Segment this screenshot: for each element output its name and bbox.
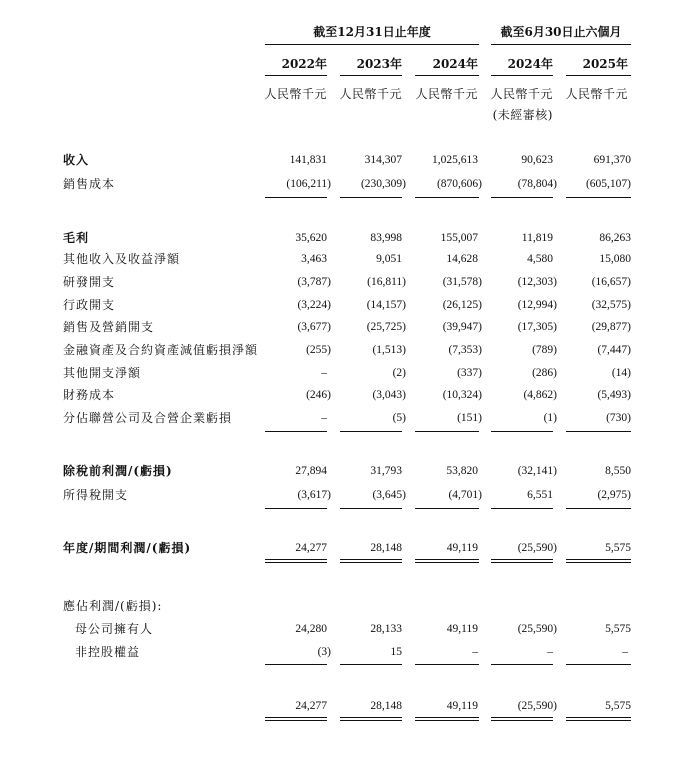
cell-profit-2024: 49,119 [446,542,478,554]
cell-selling-2024-h1: (17,305) [517,321,557,333]
total-double-rule [265,562,327,563]
cell-pbt-2024: 53,820 [446,465,478,477]
final-double-rule [415,720,479,721]
subtotal-rule-attrib [265,664,327,665]
row-label-share-of-losses: 分佔聯營公司及合營企業虧損 [63,411,233,425]
cell-tax-2022: (3,617) [297,489,331,501]
year-header-2024-h1: 2024年 [507,57,553,71]
cell-rnd-2023: (16,811) [367,276,406,288]
unit-header-4: 人民幣千元 [490,87,553,101]
cell-gross-2024: 155,007 [440,232,478,244]
total-double-rule [491,562,553,563]
cell-owners-2024-h1: (25,590) [517,623,557,635]
cell-selling-2022: (3,677) [297,321,331,333]
cell-profit-2025-h1: 5,575 [605,542,631,554]
cell-finance-2024-h1: (4,862) [523,389,557,401]
cell-tax-2024-h1: 6,551 [527,489,553,501]
row-label-cost-of-sales: 銷售成本 [63,177,116,191]
total-double-rule [265,559,327,560]
year-header-2024: 2024年 [432,57,478,71]
subtotal-rule-gross [265,197,327,198]
cell-cost-2024-h1: (78,804) [517,178,557,190]
cell-share-losses-2022: – [321,412,327,424]
subtotal-rule-pbt [566,431,631,432]
cell-admin-2025-h1: (32,575) [591,299,631,311]
row-label-owners-of-parent: 母公司擁有人 [75,622,154,636]
final-double-rule [415,717,479,718]
total-double-rule [340,562,402,563]
total-double-rule [340,559,402,560]
cell-finance-2023: (3,043) [372,389,406,401]
cell-finance-2022: (246) [306,389,331,401]
cell-admin-2024-h1: (12,994) [517,299,557,311]
cell-selling-2024: (39,947) [442,321,482,333]
subtotal-rule-attrib [415,664,479,665]
cell-admin-2023: (14,157) [366,299,406,311]
cell-final-total-2024-h1: (25,590) [517,700,557,712]
row-label-non-controlling: 非控股權益 [75,645,141,659]
cell-admin-2024: (26,125) [442,299,482,311]
cell-other-expenses-2025-h1: (14) [611,367,631,379]
subtotal-rule-attrib [340,664,402,665]
cell-owners-2022: 24,280 [295,623,327,635]
cell-owners-2024: 49,119 [446,623,478,635]
cell-pbt-2023: 31,793 [370,465,402,477]
cell-profit-2023: 28,148 [370,542,402,554]
cell-impairment-2022: (255) [306,344,331,356]
final-double-rule [491,717,553,718]
cell-share-losses-2024: (151) [457,412,482,424]
cell-revenue-2024: 1,025,613 [432,154,478,166]
unit-header-3: 人民幣千元 [415,87,478,101]
row-label-selling-expenses: 銷售及營銷開支 [63,320,155,334]
cell-gross-2024-h1: 11,819 [521,232,553,244]
row-label-profit-before-tax: 除稅前利潤/(虧損) [63,464,173,478]
cell-tax-2025-h1: (2,975) [597,489,631,501]
subtotal-rule-pbt [415,431,479,432]
row-label-impairment: 金融資產及合約資產減值虧損淨額 [63,343,259,357]
cell-final-total-2022: 24,277 [295,700,327,712]
unit-header-2: 人民幣千元 [339,87,402,101]
cell-pbt-2025-h1: 8,550 [605,465,631,477]
group-header-six-months-rule [491,44,631,45]
year-header-2025-h1: 2025年 [582,57,628,71]
final-double-rule [265,720,327,721]
cell-other-income-2022: 3,463 [301,253,327,265]
total-double-rule [566,562,631,563]
cell-rnd-2024-h1: (12,303) [517,276,557,288]
total-double-rule [415,559,479,560]
subtotal-rule-attrib [491,664,553,665]
cell-finance-2024: (10,324) [442,389,482,401]
year-header-2023: 2023年 [356,57,402,71]
cell-nci-2025-h1: – [622,646,628,658]
subtotal-rule-gross [415,197,479,198]
subtotal-rule-profit [566,508,631,509]
unaudited-note: (未經審核) [492,108,553,122]
final-double-rule [566,720,631,721]
unit-header-5: 人民幣千元 [565,87,628,101]
cell-revenue-2025-h1: 691,370 [593,154,631,166]
cell-revenue-2024-h1: 90,623 [521,154,553,166]
row-label-other-income: 其他收入及收益淨額 [63,252,181,266]
cell-cost-2022: (106,211) [286,178,331,190]
cell-other-income-2025-h1: 15,080 [599,253,631,265]
subtotal-rule-pbt [265,431,327,432]
final-double-rule [340,720,402,721]
total-double-rule [566,559,631,560]
cell-other-expenses-2022: – [321,367,327,379]
year-rule-3 [415,75,479,76]
cell-tax-2024: (4,701) [448,489,482,501]
cell-nci-2022: (3) [317,646,331,658]
row-label-income-tax: 所得稅開支 [63,488,129,502]
row-label-gross-profit: 毛利 [63,231,90,245]
cell-share-losses-2023: (5) [392,412,406,424]
total-double-rule [491,559,553,560]
cell-gross-2022: 35,620 [295,232,327,244]
subtotal-rule-attrib [566,664,631,665]
subtotal-rule-pbt [491,431,553,432]
total-double-rule [415,562,479,563]
cell-other-income-2024-h1: 4,580 [527,253,553,265]
cell-rnd-2022: (3,787) [297,276,331,288]
cell-revenue-2022: 141,831 [289,154,327,166]
cell-revenue-2023: 314,307 [364,154,402,166]
row-label-profit-for-period: 年度/期間利潤/(虧損) [63,541,192,555]
cell-gross-2025-h1: 86,263 [599,232,631,244]
year-header-2022: 2022年 [281,57,327,71]
cell-final-total-2024: 49,119 [446,700,478,712]
cell-rnd-2024: (31,578) [442,276,482,288]
year-rule-5 [566,75,631,76]
row-label-attributable-to: 應佔利潤/(虧損): [63,599,163,613]
cell-nci-2023: 15 [390,646,402,658]
unit-header-1: 人民幣千元 [264,87,327,101]
cell-cost-2025-h1: (605,107) [585,178,631,190]
cell-share-losses-2025-h1: (730) [606,412,631,424]
cell-other-income-2024: 14,628 [446,253,478,265]
cell-selling-2025-h1: (29,877) [591,321,631,333]
cell-pbt-2022: 27,894 [295,465,327,477]
subtotal-rule-gross [491,197,553,198]
row-label-finance-costs: 財務成本 [63,388,116,402]
subtotal-rule-pbt [340,431,402,432]
year-rule-2 [340,75,402,76]
row-label-other-expenses: 其他開支淨額 [63,366,142,380]
cell-profit-2024-h1: (25,590) [517,542,557,554]
subtotal-rule-profit [340,508,402,509]
cell-selling-2023: (25,725) [366,321,406,333]
cell-profit-2022: 24,277 [295,542,327,554]
subtotal-rule-profit [491,508,553,509]
cell-final-total-2023: 28,148 [370,700,402,712]
subtotal-rule-profit [265,508,327,509]
cell-gross-2023: 83,998 [370,232,402,244]
cell-cost-2023: (230,309) [360,178,406,190]
cell-tax-2023: (3,645) [372,489,406,501]
cell-impairment-2024-h1: (789) [532,344,557,356]
group-header-annual: 截至12月31日止年度 [313,25,431,39]
cell-rnd-2025-h1: (16,657) [591,276,631,288]
cell-finance-2025-h1: (5,493) [597,389,631,401]
final-double-rule [340,717,402,718]
subtotal-rule-gross [566,197,631,198]
year-rule-4 [491,75,553,76]
cell-share-losses-2024-h1: (1) [543,412,557,424]
group-header-annual-rule [265,44,479,45]
cell-impairment-2025-h1: (7,447) [597,344,631,356]
cell-nci-2024-h1: – [547,646,553,658]
final-double-rule [491,720,553,721]
cell-owners-2025-h1: 5,575 [605,623,631,635]
cell-other-expenses-2023: (2) [392,367,406,379]
year-rule-1 [265,75,327,76]
cell-cost-2024: (870,606) [436,178,482,190]
cell-impairment-2023: (1,513) [372,344,406,356]
row-label-rnd-expenses: 研發開支 [63,275,116,289]
cell-other-income-2023: 9,051 [376,253,402,265]
cell-pbt-2024-h1: (32,141) [517,465,557,477]
cell-impairment-2024: (7,353) [448,344,482,356]
cell-nci-2024: – [472,646,478,658]
cell-final-total-2025-h1: 5,575 [605,700,631,712]
row-label-revenue: 收入 [63,153,90,167]
subtotal-rule-profit [415,508,479,509]
final-double-rule [265,717,327,718]
cell-owners-2023: 28,133 [370,623,402,635]
cell-other-expenses-2024: (337) [457,367,482,379]
row-label-admin-expenses: 行政開支 [63,298,116,312]
final-double-rule [566,717,631,718]
cell-admin-2022: (3,224) [297,299,331,311]
cell-other-expenses-2024-h1: (286) [532,367,557,379]
group-header-six-months: 截至6月30日止六個月 [500,25,622,39]
subtotal-rule-gross [340,197,402,198]
